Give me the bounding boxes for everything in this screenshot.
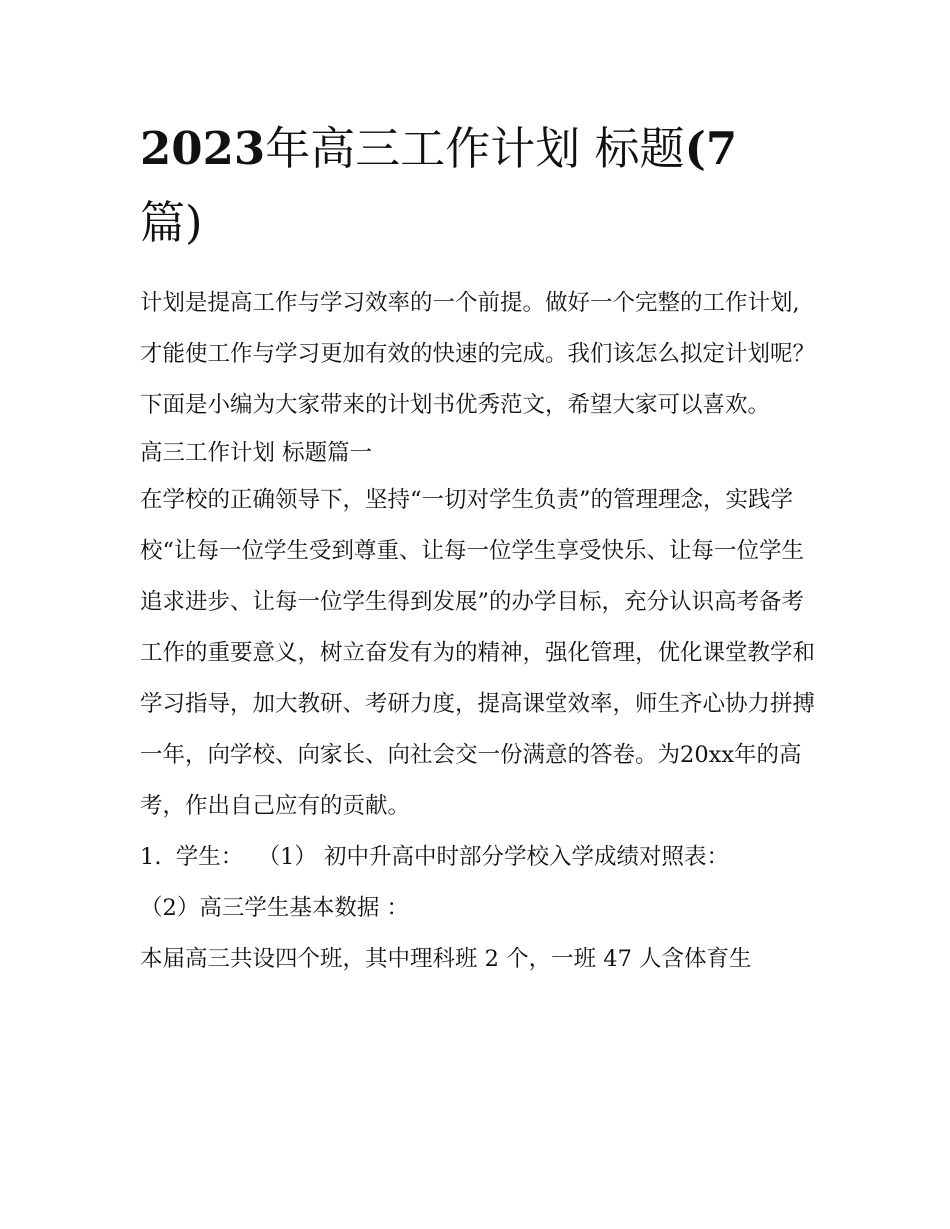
title-suffix: 篇) xyxy=(140,196,203,249)
document-page xyxy=(140,112,816,985)
body-paragraph: 在学校的正确领导下，坚持“一切对学生负责”的管理理念，实践学校“让每一位学生受到尊重、让每一位学生享受快乐、让每一位学生追求进步、让每一位学生得到发展”的办学目标，充分认识高考备考工作的重要意义，树立奋发有为的精神，强化管理，优化课堂教学和学习指导，加大教研、考研力度，提高课堂效率，师生齐心协力拼搏一年，向学校、向家长、向社会交一份满意的答卷。为20xx年的高考，作出自己应有的贡献。 xyxy=(140,487,816,819)
title-text: 年高三工作计划 标题 xyxy=(265,122,685,175)
title-year: 2023 xyxy=(140,122,266,175)
class-info-line: 本届高三共设四个班，其中理科班 2 个，一班 47 人含体育生 xyxy=(140,946,752,972)
section-heading: 高三工作计划 标题篇一 xyxy=(140,440,373,466)
title-count: (7 xyxy=(684,122,738,175)
intro-paragraph: 计划是提高工作与学习效率的一个前提。做好一个完整的工作计划,才能使工作与学习更加有效的快速的完成。我们该怎么拟定计划呢？下面是小编为大家带来的计划书优秀范文，希望大家可以喜欢。 xyxy=(140,290,816,418)
document-title xyxy=(140,112,816,260)
list-item-students: 1. 学生： （1） 初中升高中时部分学校入学成绩对照表： xyxy=(140,844,730,870)
list-subitem-basic-data: （2）高三学生基本数据 ： xyxy=(140,895,409,921)
